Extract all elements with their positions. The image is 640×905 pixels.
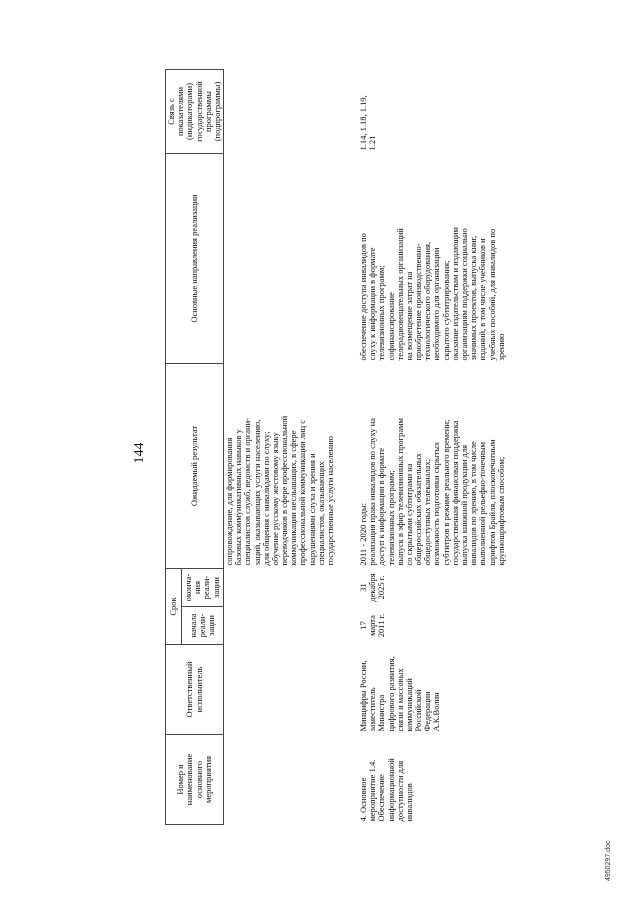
page-number: 144	[132, 442, 147, 463]
cell-empty	[224, 153, 350, 363]
col-header-name: Номер и наименование основного мероприятия	[166, 734, 224, 824]
cell-empty	[224, 69, 350, 153]
cell-empty	[224, 644, 350, 734]
document-id: 4950297.doc	[605, 840, 612, 881]
cell-directions: обеспечение доступа инвалидов по слуху к информации в формате телевизионных программ; софинансирование телерадиовещательных организаций на возмещение затрат на приобретение производственно- технологического оборудования, необходимого для организации скрытого субтитрирования; оказание издательствам и издающим организациям поддержки социально значимых проектов, выпуска книг, изданий, в том числе учебников и учебных пособий, для инвалидов по зрению	[358, 226, 506, 360]
cell-end-date: 31 декабря 2025 г.	[358, 572, 387, 602]
measure-name: Основное мероприятие 1.4. Обеспечение информационной доступности для инвалидов	[358, 757, 414, 821]
rotated-page	[20, 23, 620, 883]
cell-empty	[224, 606, 350, 644]
header-row-1	[166, 69, 182, 824]
table-row-continuation	[224, 69, 350, 824]
measures-table	[165, 69, 507, 825]
cell-result-continuation: сопровождение, для формирования базовых коммуникативных навыков у специалистов служб, ведомств и органи- заций, оказывающих услуги населению, для общения с инвалидами по слуху; обучение русскому жестовому языку переводчиков в сфере профессиональной коммуникации неслышащих, в сфере профессиональной коммуникации лиц с нарушениями слуха и зрения и специалистов, оказывающих государственные услуги населению	[224, 415, 335, 565]
row-number: 4.	[358, 814, 369, 821]
cell-result: 2011 - 2020 годы: реализация права инвалидов по слуху на доступ к информации в формате телевизионных программ; выпуск в эфир телевизионных программ со скрытыми субтитрами на общероссийских обязательных общедоступных телеканалах; возможность подготовки скрытых субтитров в режиме реального времени; государственная финансовая поддержка выпуска книжной продукции для инвалидов по зрению, в том числе выполненной рельефно-точечным шрифтом Брайля, плоскопечатным крупношрифтовым способом;	[358, 417, 506, 565]
cell-indicator-link: 1.14, 1.18, 1.19, 1.21	[358, 94, 378, 150]
col-header-term: Срок	[166, 568, 182, 644]
cell-empty	[224, 734, 350, 824]
col-header-executor: Ответственный исполнитель	[166, 644, 224, 734]
cell-executor: Минцифры России, заместитель Министра цифрового развития, связи и массовых коммуникаций Российской Федерации А.К.Волин	[358, 655, 442, 731]
cell-start-date: 17 марта 2011 г.	[358, 613, 387, 637]
col-header-term-end: оконча-ния реали-зации	[181, 568, 223, 606]
cell-empty	[224, 568, 350, 606]
col-header-term-start: начала реали-зации	[181, 606, 223, 644]
col-header-directions: Основные направления реализации	[166, 153, 224, 363]
cell-measure-name	[349, 734, 507, 824]
table-row-4	[349, 69, 507, 824]
col-header-result: Ожидаемый результат	[166, 363, 224, 568]
col-header-link: Связь с показателями (индикаторами) государственной программы (подпрограммы)	[166, 69, 224, 153]
